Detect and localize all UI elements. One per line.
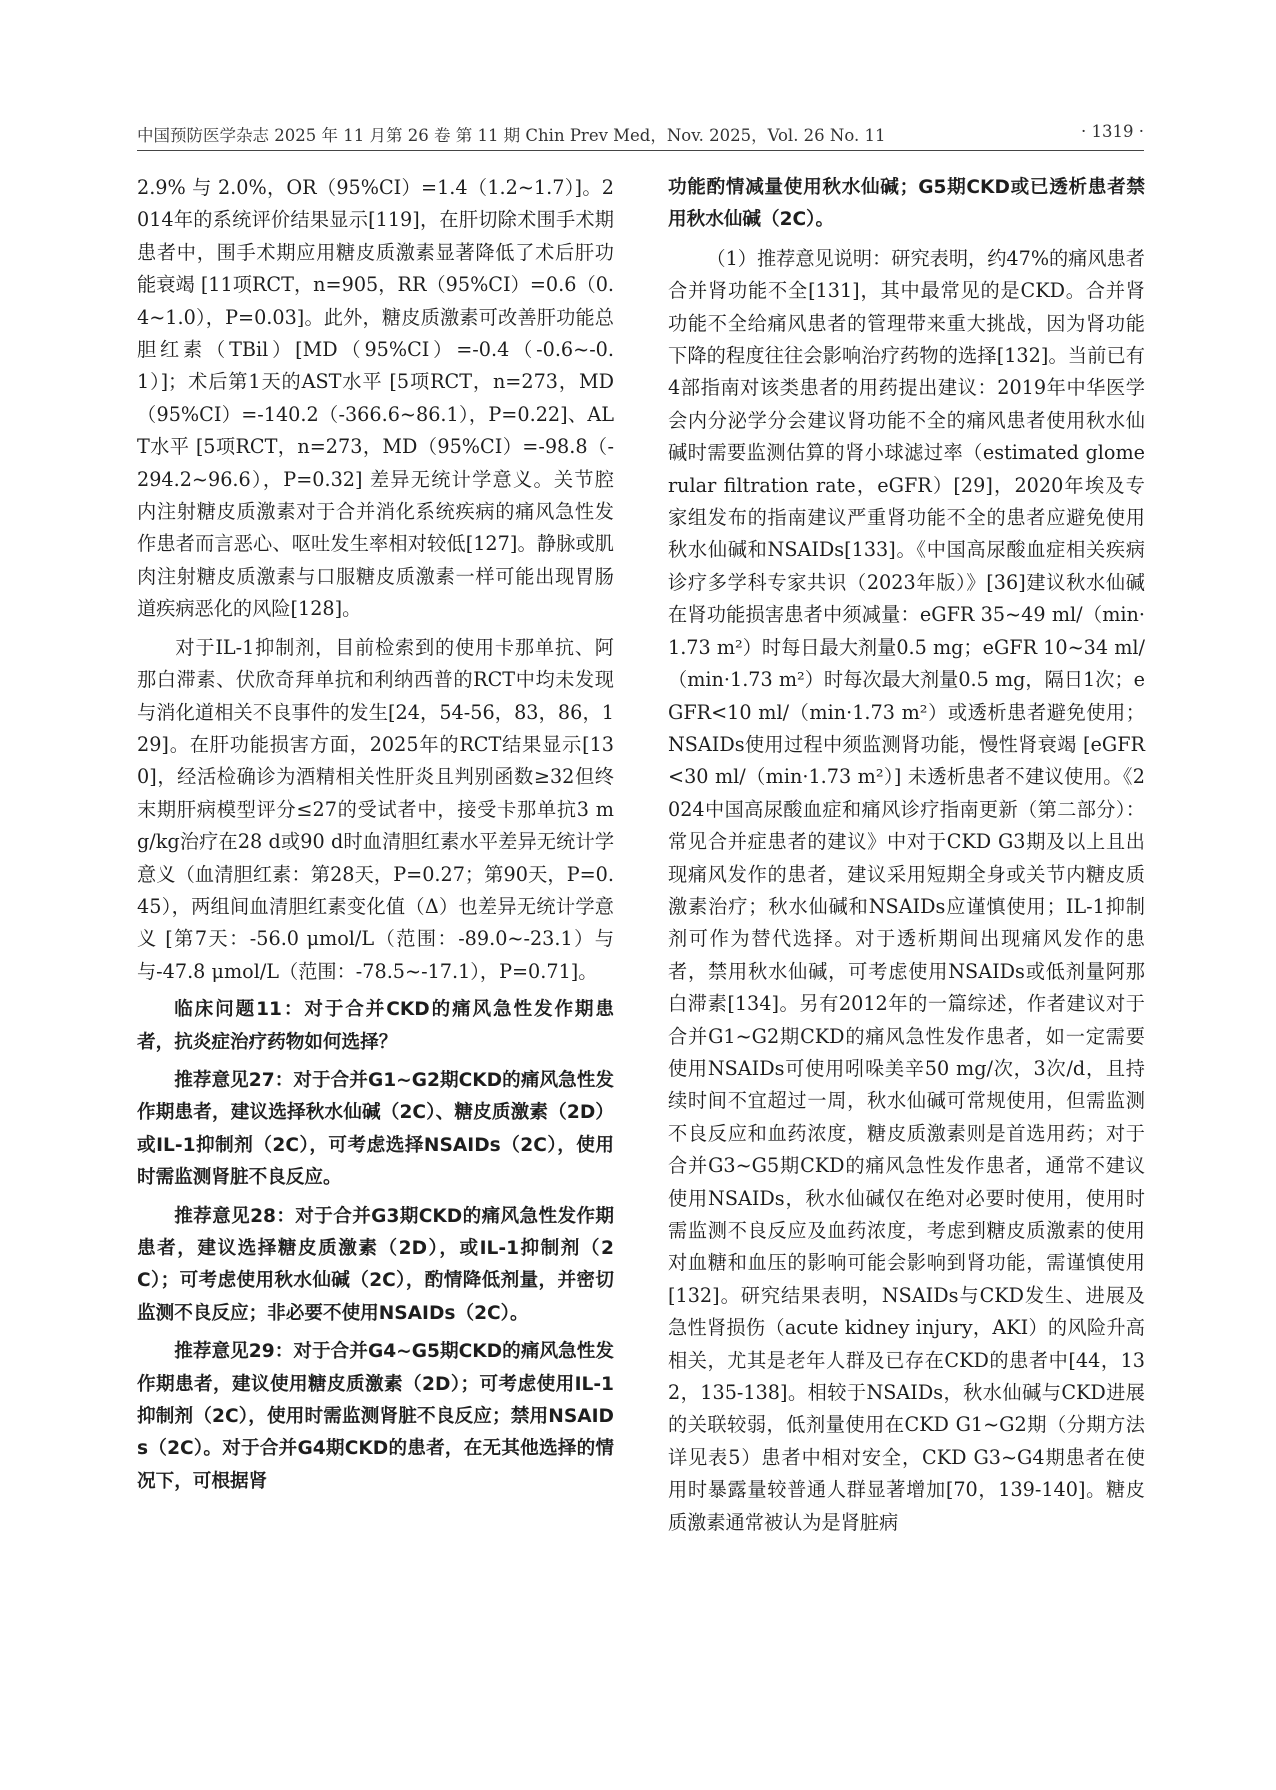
recommendation: 推荐意见27：对于合并G1~G2期CKD的痛风急性发作期患者，建议选择秋水仙碱（2C）、糖皮质激素（2D）或IL-1抑制剂（2C），可考虑选择NSAIDs（2C），使用时需监测肾脏不良反应。: [137, 1069, 614, 1189]
recommendation-continued: 功能酌情减量使用秋水仙碱；G5期CKD或已透析患者禁用秋水仙碱（2C）。: [668, 177, 1145, 231]
clinical-question: 临床问题11：对于合并CKD的痛风急性发作期患者，抗炎症治疗药物如何选择？: [137, 999, 614, 1053]
paragraph: （1）推荐意见说明：研究表明，约47%的痛风患者合并肾功能不全[131]，其中最常见的是CKD。合并肾功能不全给痛风患者的管理带来重大挑战，因为肾功能下降的程度往往会影响治疗药物的选择[132]。当前已有4部指南对该类患者的用药提出建议：2019年中华医学会内分泌学分会建议肾功能不全的痛风患者使用秋水仙碱时需要监测估算的肾小球滤过率（estimated glomerular filtration rate，eGFR）[29]，2020年埃及专家组发布的指南建议严重肾功能不全的患者应避免使用秋水仙碱和NSAIDs[133]。《中国高尿酸血症相关疾病诊疗多学科专家共识（2023年版）》[36]建议秋水仙碱在肾功能损害患者中须减量：eGFR 35~49 ml/（min·1.73 m²）时每日最大剂量0.5 mg；eGFR 10~34 ml/（min·1.73 m²）时每次最大剂量0.5 mg，隔日1次；eGFR<10 ml/（min·1.73 m²）或透析患者避免使用；NSAIDs使用过程中须监测肾功能，慢性肾衰竭 [eGFR<30 ml/（min·1.73 m²）] 未透析患者不建议使用。《2024中国高尿酸血症和痛风诊疗指南更新（第二部分）：常见合并症患者的建议》中对于CKD G3期及以上且出现痛风发作的患者，建议采用短期全身或关节内糖皮质激素治疗；秋水仙碱和NSAIDs应谨慎使用；IL-1抑制剂可作为替代选择。对于透析期间出现痛风发作的患者，禁用秋水仙碱，可考虑使用NSAIDs或低剂量阿那白滞素[134]。另有2012年的一篇综述，作者建议对于合并G1~G2期CKD的痛风急性发作患者，如一定需要使用NSAIDs可使用吲哚美辛50 mg/次，3次/d，且持续时间不宜超过一周，秋水仙碱可常规使用，但需监测不良反应和血药浓度，糖皮质激素则是首选用药；对于合并G3~G5期CKD的痛风急性发作患者，通常不建议使用NSAIDs，秋水仙碱仅在绝对必要时使用，使用时需监测不良反应及血药浓度，考虑到糖皮质激素的使用对血糖和血压的影响可能会影响到肾功能，需谨慎使用[132]。研究结果表明，NSAIDs与CKD发生、进展及急性肾损伤（acute kidney injury，AKI）的风险升高相关，尤其是老年人群及已存在CKD的患者中[44，132，135-138]。相较于NSAIDs，秋水仙碱与CKD进展的关联较弱，低剂量使用在CKD G1~G2期（分期方法详见表5）患者中相对安全，CKD G3~G4期患者在使用时暴露量较普通人群显著增加[70，139-140]。糖皮质激素通常被认为是肾脏病: [668, 246, 1145, 1534]
running-header: [137, 118, 1144, 148]
paragraph: 对于IL-1抑制剂，目前检索到的使用卡那单抗、阿那白滞素、伏欣奇拜单抗和利纳西普的RCT中均未发现与消化道相关不良事件的发生[24，54-56，83，86，129]。在肝功能损害方面，2025年的RCT结果显示[130]，经活检确诊为酒精相关性肝炎且判别函数≥32但终末期肝病模型评分≤27的受试者中，接受卡那单抗3 mg/kg治疗在28 d或90 d时血清胆红素水平差异无统计学意义（血清胆红素：第28天，P=0.27；第90天，P=0.45），两组间血清胆红素变化值（Δ）也差异无统计学意义 [第7天：-56.0 μmol/L（范围：-89.0~-23.1）与与-47.8 μmol/L（范围：-78.5~-17.1），P=0.71]。: [137, 635, 614, 983]
left-column: [137, 172, 614, 1504]
header-rule: [137, 150, 1144, 151]
page-number: · 1319 ·: [1081, 122, 1144, 141]
recommendation: 推荐意见28：对于合并G3期CKD的痛风急性发作期患者，建议选择糖皮质激素（2D），或IL-1抑制剂（2C）；可考虑使用秋水仙碱（2C），酌情降低剂量，并密切监测不良反应；非必要不使用NSAIDs（2C）。: [137, 1205, 614, 1324]
right-column: [668, 172, 1145, 1545]
journal-citation: 中国预防医学杂志 2025 年 11 月第 26 卷 第 11 期 Chin Prev Med，Nov. 2025，Vol. 26 No. 11: [137, 126, 886, 145]
paragraph: 2.9% 与 2.0%，OR（95%CI）=1.4（1.2~1.7）]。2014年的系统评价结果显示[119]，在肝切除术围手术期患者中，围手术期应用糖皮质激素显著降低了术后肝功能衰竭 [11项RCT，n=905，RR（95%CI）=0.6（0.4~1.0），P=0.03]。此外，糖皮质激素可改善肝功能总胆红素（TBil）[MD（95%CI）=-0.4（-0.6~-0.1）]；术后第1天的AST水平 [5项RCT，n=273，MD（95%CI）=-140.2（-366.6~86.1），P=0.22]、ALT水平 [5项RCT，n=273，MD（95%CI）=-98.8（-294.2~96.6），P=0.32] 差异无统计学意义。关节腔内注射糖皮质激素对于合并消化系统疾病的痛风急性发作患者而言恶心、呕吐发生率相对较低[127]。静脉或肌肉注射糖皮质激素与口服糖皮质激素一样可能出现胃肠道疾病恶化的风险[128]。: [137, 176, 614, 621]
recommendation: 推荐意见29：对于合并G4~G5期CKD的痛风急性发作期患者，建议使用糖皮质激素（2D）；可考虑使用IL-1抑制剂（2C），使用时需监测肾脏不良反应；禁用NSAIDs（2C）。对于合并G4期CKD的患者，在无其他选择的情况下，可根据肾: [137, 1341, 614, 1492]
